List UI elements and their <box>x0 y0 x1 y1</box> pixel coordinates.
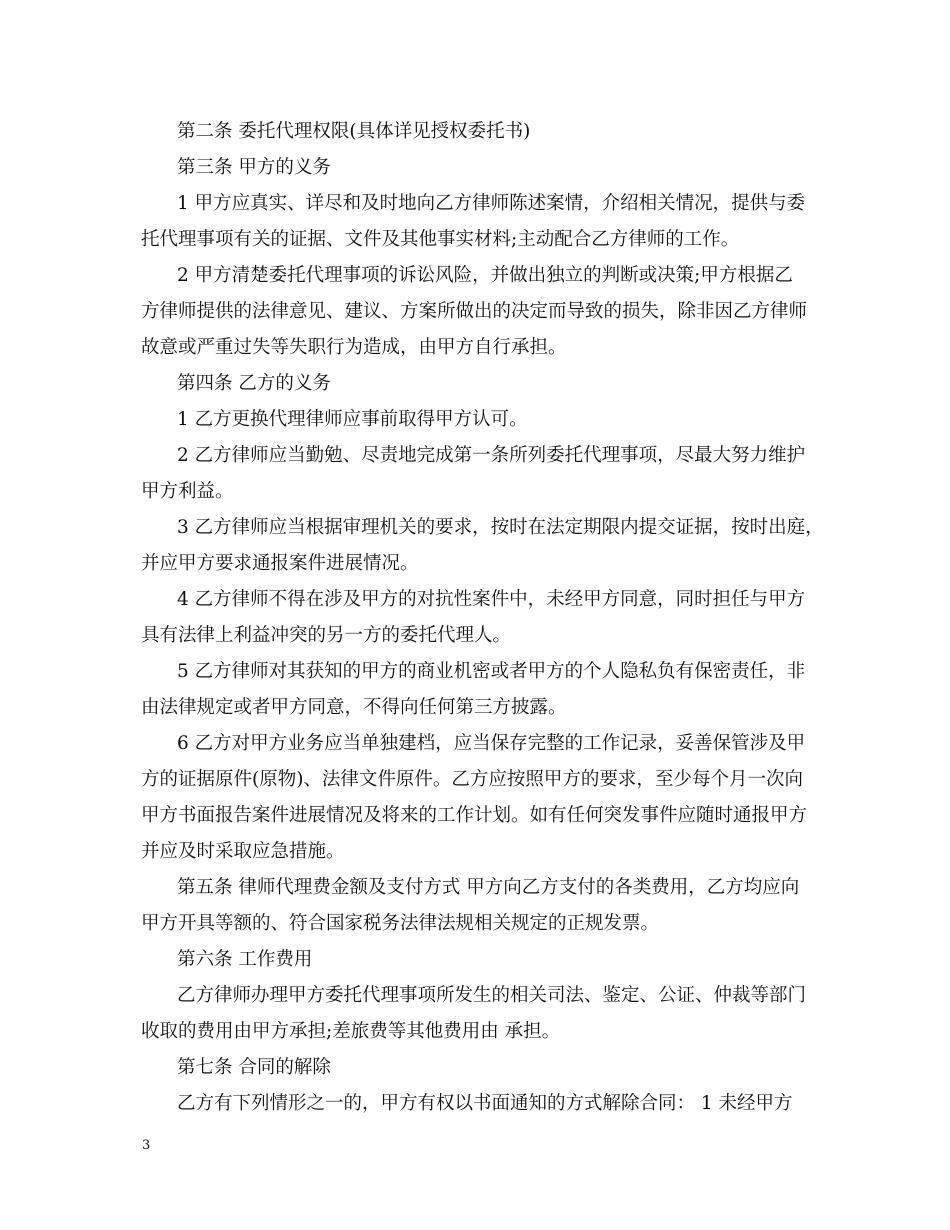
text-line: 第五条 律师代理费金额及支付方式 甲方向乙方支付的各类费用，乙方均应向 <box>177 877 800 898</box>
text-line: 甲方利益。 <box>141 481 234 502</box>
text-line: 具有法律上利益冲突的另一方的委托代理人。 <box>141 625 512 646</box>
text-line: 第二条 委托代理权限(具体详见授权委托书) <box>177 121 531 142</box>
text-line: 乙方律师办理甲方委托代理事项所发生的相关司法、鉴定、公证、仲裁等部门 <box>177 985 807 1006</box>
text-line: 2 甲方清楚委托代理事项的诉讼风险，并做出独立的判断或决策;甲方根据乙 <box>177 265 793 286</box>
text-line: 5 乙方律师对其获知的甲方的商业机密或者甲方的个人隐私负有保密责任，非 <box>177 661 806 682</box>
text-line: 1 乙方更换代理律师应事前取得甲方认可。 <box>177 409 528 430</box>
text-line: 6 乙方对甲方业务应当单独建档，应当保存完整的工作记录，妥善保管涉及甲 <box>177 733 806 754</box>
page-number: 3 <box>142 1138 151 1153</box>
text-line: 并应甲方要求通报案件进展情况。 <box>141 553 419 574</box>
text-line: 甲方书面报告案件进展情况及将来的工作计划。如有任何突发事件应随时通报甲方 <box>141 805 808 826</box>
text-line: 故意或严重过失等失职行为造成，由甲方自行承担。 <box>141 337 567 358</box>
text-line: 甲方开具等额的、符合国家税务法律法规相关规定的正规发票。 <box>141 913 660 934</box>
text-line: 2 乙方律师应当勤勉、尽责地完成第一条所列委托代理事项，尽最大努力维护 <box>177 445 806 466</box>
text-line: 方律师提供的法律意见、建议、方案所做出的决定而导致的损失，除非因乙方律师 <box>141 301 808 322</box>
text-line: 1 甲方应真实、详尽和及时地向乙方律师陈述案情，介绍相关情况，提供与委 <box>177 193 806 214</box>
document-body <box>141 114 824 1122</box>
text-line: 乙方有下列情形之一的，甲方有权以书面通知的方式解除合同： 1 未经甲方 <box>177 1093 793 1114</box>
text-line: 4 乙方律师不得在涉及甲方的对抗性案件中，未经甲方同意，同时担任与甲方 <box>177 589 806 610</box>
text-line: 并应及时采取应急措施。 <box>141 841 345 862</box>
text-line: 3 乙方律师应当根据审理机关的要求，按时在法定期限内提交证据，按时出庭， <box>177 517 824 538</box>
text-line: 收取的费用由甲方承担;差旅费等其他费用由 承担。 <box>141 1021 561 1042</box>
text-line: 第四条 乙方的义务 <box>177 373 331 394</box>
text-line: 托代理事项有关的证据、文件及其他事实材料;主动配合乙方律师的工作。 <box>141 229 740 250</box>
text-line: 第七条 合同的解除 <box>177 1057 331 1078</box>
text-line: 第三条 甲方的义务 <box>177 157 331 178</box>
text-line: 方的证据原件(原物)、法律文件原件。乙方应按照甲方的要求，至少每个月一次向 <box>141 769 803 790</box>
text-line: 由法律规定或者甲方同意，不得向任何第三方披露。 <box>141 697 567 718</box>
text-line: 第六条 工作费用 <box>177 949 313 970</box>
